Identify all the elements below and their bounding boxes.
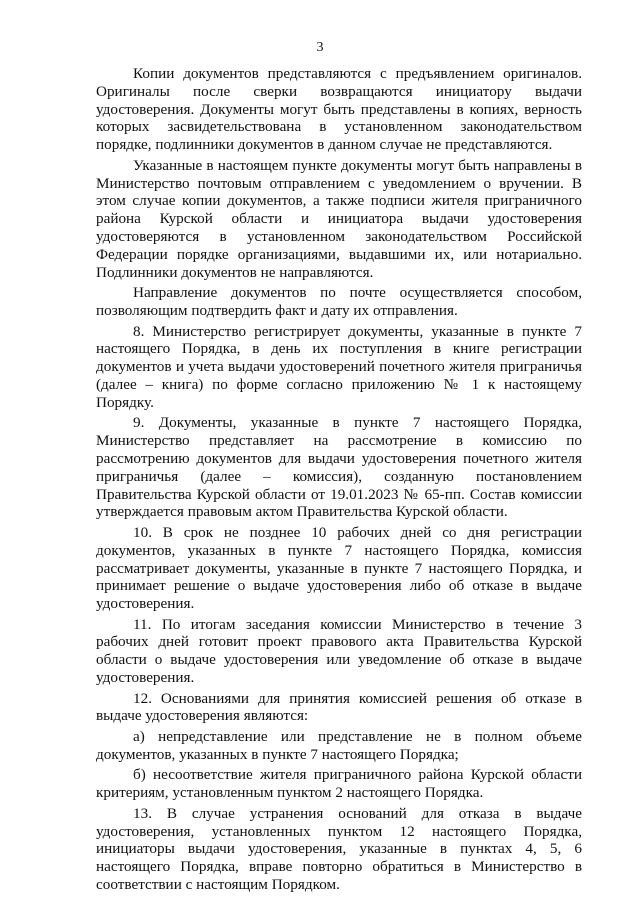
paragraph-item-12-a: а) непредставление или представление не в полном объеме документов, указанных в пункте 7 настоящего Порядка; — [96, 728, 582, 763]
paragraph-item-11: 11. По итогам заседания комиссии Министерство в течение 3 рабочих дней готовит проект правового акта Правительства Курской области о выдаче удостоверения или уведомление об отказе в выдаче удостоверения. — [96, 615, 582, 687]
paragraph-item-12: 12. Основаниями для принятия комиссией решения об отказе в выдаче удостоверения являются: — [96, 689, 582, 725]
paragraph-item-9: 9. Документы, указанные в пункте 7 настоящего Порядка, Министерство представляет на рассмотрение в комиссию по рассмотрению документов для выдачи удостоверения почетного жителя приграничья (далее – комиссия), созданную постановлением Правительства Курской области от 19.01.2023 № 65-пп. Состав комиссии утверждается правовым актом Правительства Курской области. — [96, 414, 582, 521]
document-body — [96, 65, 582, 897]
paragraph-item-12-b: б) несоответствие жителя приграничного района Курской области критериям, установленным пунктом 2 настоящего Порядка. — [96, 766, 582, 802]
paragraph-item-13: 13. В случае устранения оснований для отказа в выдаче удостоверения, установленных пунктом 12 настоящего Порядка, инициаторы выдачи удостоверения, указанные в пунктах 4, 5, 6 настоящего Порядка, вправе повторно обратиться в Министерство в соответствии с настоящим Порядком. — [96, 804, 582, 894]
paragraph-postal-sending: Указанные в настоящем пункте документы могут быть направлены в Министерство почтовым отправлением с уведомлением о вручении. В этом случае копии документов, а также подписи жителя приграничного района Курской области и инициатора выдачи удостоверения удостоверяются в установленном законодательством Российской Федерации порядке организациями, выдавшими их, или нотариально. Подлинники документов не направляются. — [96, 156, 582, 281]
paragraph-postal-method: Направление документов по почте осуществляется способом, позволяющим подтвердить факт и дату их отправления. — [96, 284, 582, 319]
page-number: 3 — [316, 40, 324, 55]
paragraph-copies-originals: Копии документов представляются с предъявлением оригиналов. Оригиналы после сверки возвращаются инициатору выдачи удостоверения. Документы могут быть представлены в копиях, верность которых засвидетельствована в установленном законодательством порядке, подлинники документов в данном случае не представляются. — [96, 65, 582, 154]
paragraph-item-8: 8. Министерство регистрирует документы, указанные в пункте 7 настоящего Порядка, в день их поступления в книге регистрации документов и учета выдачи удостоверений почетного жителя приграничья (далее – книга) по форме согласно приложению № 1 к настоящему Порядку. — [96, 322, 582, 411]
paragraph-item-10: 10. В срок не позднее 10 рабочих дней со дня регистрации документов, указанных в пункте 7 настоящего Порядка, комиссия рассматривает документы, указанные в пункте 7 настоящего Порядка, и принимает решение о выдаче удостоверения либо об отказе в выдаче удостоверения. — [96, 523, 582, 613]
